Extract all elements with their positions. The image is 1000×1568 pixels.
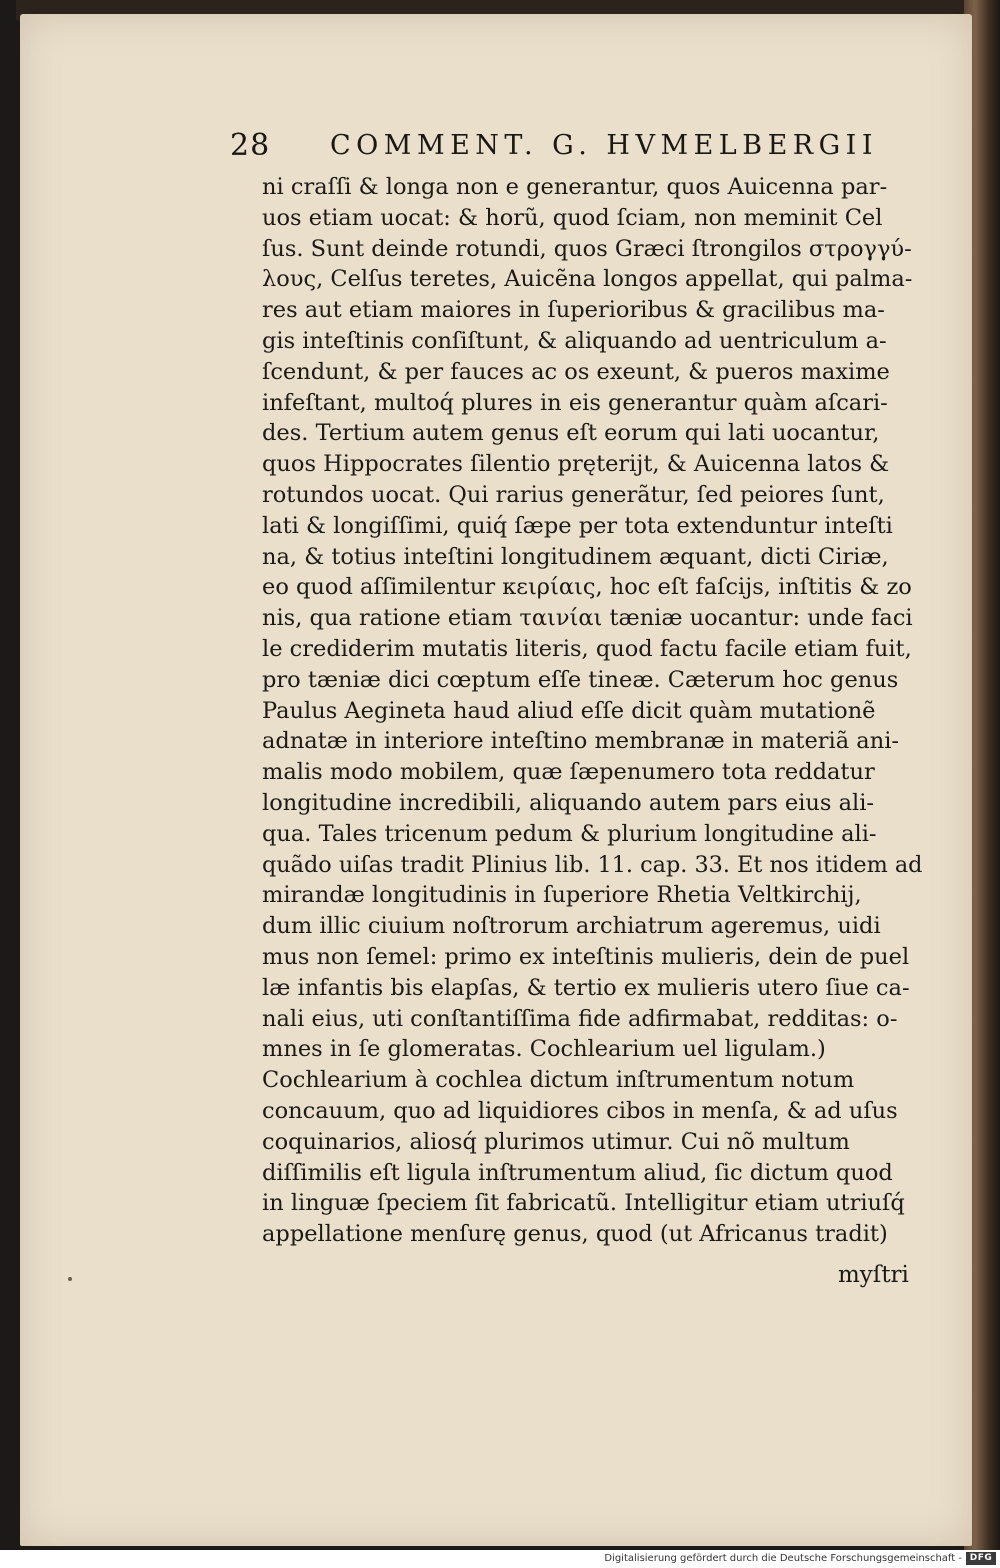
- text-line: quãdo uiſas tradit Plinius lib. 11. cap. 33. Et nos itidem ad: [262, 851, 923, 878]
- text-line: rotundos uocat. Qui rarius generãtur, ſed peiores ſunt,: [262, 481, 885, 508]
- text-line: mus non ſemel: primo ex inteſtinis mulieris, dein de puel: [262, 943, 910, 970]
- text-line: le crediderim mutatis literis, quod factu facile etiam fuit,: [262, 635, 912, 662]
- text-line: ſus. Sunt deinde rotundi, quos Græci ſtrongilos στρογγύ-: [262, 235, 912, 262]
- text-line: concauum, quo ad liquidiores cibos in menſa, & ad uſus: [262, 1097, 898, 1124]
- text-line: coquinarios, aliosq́ plurimos utimur. Cui nõ multum: [262, 1128, 850, 1155]
- text-line: gis inteſtinis conſiſtunt, & aliquando ad uentriculum a-: [262, 327, 887, 354]
- text-line: appellatione menſurę genus, quod (ut Africanus tradit): [262, 1221, 888, 1248]
- text-line: dum illic ciuium noſtrorum archiatrum ageremus, uidi: [262, 913, 881, 940]
- dfg-logo: DFG: [966, 1552, 996, 1565]
- text-line: uos etiam uocat: & horũ, quod ſciam, non meminit Cel: [262, 204, 883, 231]
- catchword: myſtri: [838, 1262, 909, 1288]
- text-line: in linguæ ſpeciem ſit fabricatũ. Intelligitur etiam utriuſq́: [262, 1190, 905, 1217]
- text-line: mirandæ longitudinis in ſuperiore Rhetia Veltkirchij,: [262, 882, 862, 909]
- funding-credit: Digitalisierung gefördert durch die Deutsche Forschungsgemeinschaft -: [604, 1553, 962, 1564]
- text-line: lati & longiſſimi, quiq́ ſæpe per tota extenduntur inteſti: [262, 512, 893, 539]
- text-line: longitudine incredibili, aliquando autem pars eius ali-: [262, 789, 875, 816]
- text-line: Paulus Aegineta haud aliud eſſe dicit quàm mutationẽ: [262, 697, 876, 724]
- text-line: quos Hippocrates ſilentio pręterijt, & Auicenna latos &: [262, 451, 890, 478]
- text-line: eo quod aſſimilentur κειρίαις, hoc eſt faſcijs, inſtitis & zo: [262, 574, 912, 601]
- running-head: COMMENT. G. HVMELBERGII: [330, 130, 879, 161]
- text-line: Cochlearium à cochlea dictum inſtrumentum notum: [262, 1067, 855, 1094]
- paper-speck: [68, 1277, 72, 1281]
- text-line: adnatæ in interiore inteſtino membranæ in materiã ani-: [262, 728, 899, 755]
- text-line: mnes in ſe glomeratas. Cochlearium uel ligulam.): [262, 1036, 826, 1063]
- digitization-footer: [0, 1550, 1000, 1568]
- text-line: res aut etiam maiores in ſuperioribus & gracilibus ma-: [262, 297, 885, 324]
- text-line: nali eius, uti conſtantiſſima fide adfirmabat, redditas: o-: [262, 1005, 898, 1032]
- text-line: malis modo mobilem, quæ ſæpenumero tota reddatur: [262, 759, 875, 786]
- text-line: diſſimilis eſt ligula inſtrumentum aliud, ſic dictum quod: [262, 1159, 893, 1186]
- text-line: infeſtant, multoq́ plures in eis generantur quàm aſcari-: [262, 389, 888, 416]
- text-line: λους, Celſus teretes, Auicẽna longos appellat, qui palma-: [262, 266, 913, 293]
- text-line: læ infantis bis elapſas, & tertio ex mulieris utero ſiue ca-: [262, 974, 910, 1001]
- text-line: qua. Tales tricenum pedum & plurium longitudine ali-: [262, 820, 877, 847]
- text-line: pro tæniæ dici cœptum eſſe tineæ. Cæterum hoc genus: [262, 666, 899, 693]
- text-line: na, & totius inteſtini longitudinem æquant, dicti Ciriæ,: [262, 543, 889, 570]
- text-line: nis, qua ratione etiam ταινίαι tæniæ uocantur: unde faci: [262, 605, 913, 632]
- page-header: [230, 128, 930, 168]
- text-line: ni craſſi & longa non e generantur, quos Auicenna par-: [262, 174, 888, 200]
- text-line: des. Tertium autem genus eſt eorum qui lati uocantur,: [262, 420, 880, 447]
- folio-number: 28: [230, 128, 271, 163]
- text-line: ſcendunt, & per fauces ac os exeunt, & pueros maxime: [262, 358, 890, 385]
- body-text: [262, 172, 922, 1250]
